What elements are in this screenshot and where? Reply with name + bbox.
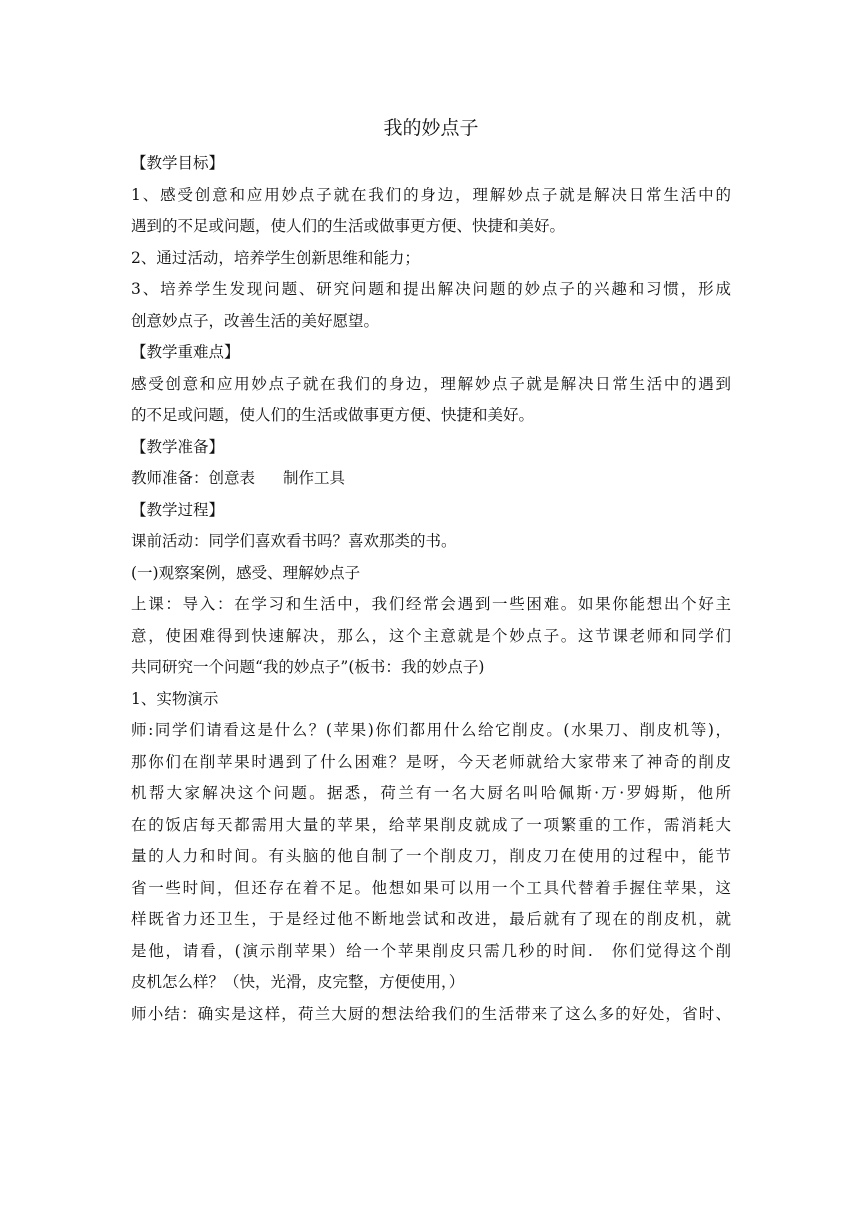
paragraph-line: 遇到的不足或问题，使人们的生活或做事更方便、快捷和美好。: [131, 217, 566, 235]
paragraph-line: 感受创意和应用妙点子就在我们的身边，理解妙点子就是解决日常生活中的遇到: [131, 374, 731, 393]
section-heading-preparation: 【教学准备】: [131, 437, 225, 456]
paragraph-line: 共同研究一个问题“我的妙点子”(板书：我的妙点子): [131, 658, 485, 676]
section-heading-goals: 【教学目标】: [131, 154, 225, 172]
paragraph-line: 机帮大家解决这个问题。据悉，荷兰有一名大厨名叫哈佩斯·万·罗姆斯，他所: [131, 784, 731, 802]
preparation-label: 教师准备：创意表: [131, 469, 256, 487]
paragraph-line: 3、培养学生发现问题、研究问题和提出解决问题的妙点子的兴趣和习惯，形成: [131, 280, 731, 298]
paragraph-line: 在的饭店每天都需用大量的苹果，给苹果削皮就成了一项繁重的工作，需消耗大: [131, 815, 731, 834]
paragraph-line: 师小结：确实是这样，荷兰大厨的想法给我们的生活带来了这么多的好处，省时、: [131, 1004, 731, 1023]
subsection-title: 1、实物演示: [131, 689, 219, 708]
paragraph-line: 1、感受创意和应用妙点子就在我们的身边，理解妙点子就是解决日常生活中的: [131, 185, 731, 204]
paragraph-line: 样既省力还卫生，于是经过他不断地尝试和改进，最后就有了现在的削皮机，就: [131, 910, 731, 928]
paragraph-line: 的不足或问题，使人们的生活或做事更方便、快捷和美好。: [131, 406, 535, 424]
subsection-title: (一)观察案例，感受、理解妙点子: [131, 563, 361, 582]
document-title: 我的妙点子: [383, 117, 479, 139]
paragraph-line: 皮机怎么样？（快，光滑，皮完整，方便使用，）: [131, 973, 465, 991]
paragraph-line: 意，使困难得到快速解决，那么，这个主意就是个妙点子。这节课老师和同学们: [131, 626, 731, 645]
paragraph-line: 上课：导入：在学习和生活中，我们经常会遇到一些困难。如果你能想出个好主: [131, 595, 731, 613]
section-heading-process: 【教学过程】: [131, 500, 225, 519]
paragraph-line: 2、通过活动，培养学生创新思维和能力；: [131, 248, 420, 267]
section-heading-difficulty: 【教学重难点】: [131, 343, 240, 361]
preparation-tools: 制作工具: [283, 469, 346, 487]
preparation-line: [131, 463, 731, 495]
paragraph-line: 省一些时间，但还存在着不足。他想如果可以用一个工具代替着手握住苹果，这: [131, 878, 731, 897]
paragraph-line: 是他，请看，(演示削苹果）给一个苹果削皮只需几秒的时间. 你们觉得这个削: [131, 941, 731, 960]
paragraph-line: 创意妙点子，改善生活的美好愿望。: [131, 311, 380, 330]
document-body: [131, 112, 731, 1030]
paragraph-line: 课前活动：同学们喜欢看书吗？喜欢那类的书。: [131, 532, 457, 550]
paragraph-line: 量的人力和时间。有头脑的他自制了一个削皮刀，削皮刀在使用的过程中，能节: [131, 847, 731, 865]
paragraph-line: 师:同学们请看这是什么？(苹果)你们都用什么给它削皮。(水果刀、削皮机等)，: [131, 721, 731, 739]
paragraph-line: 那你们在削苹果时遇到了什么困难？是呀，今天老师就给大家带来了神奇的削皮: [131, 752, 731, 771]
